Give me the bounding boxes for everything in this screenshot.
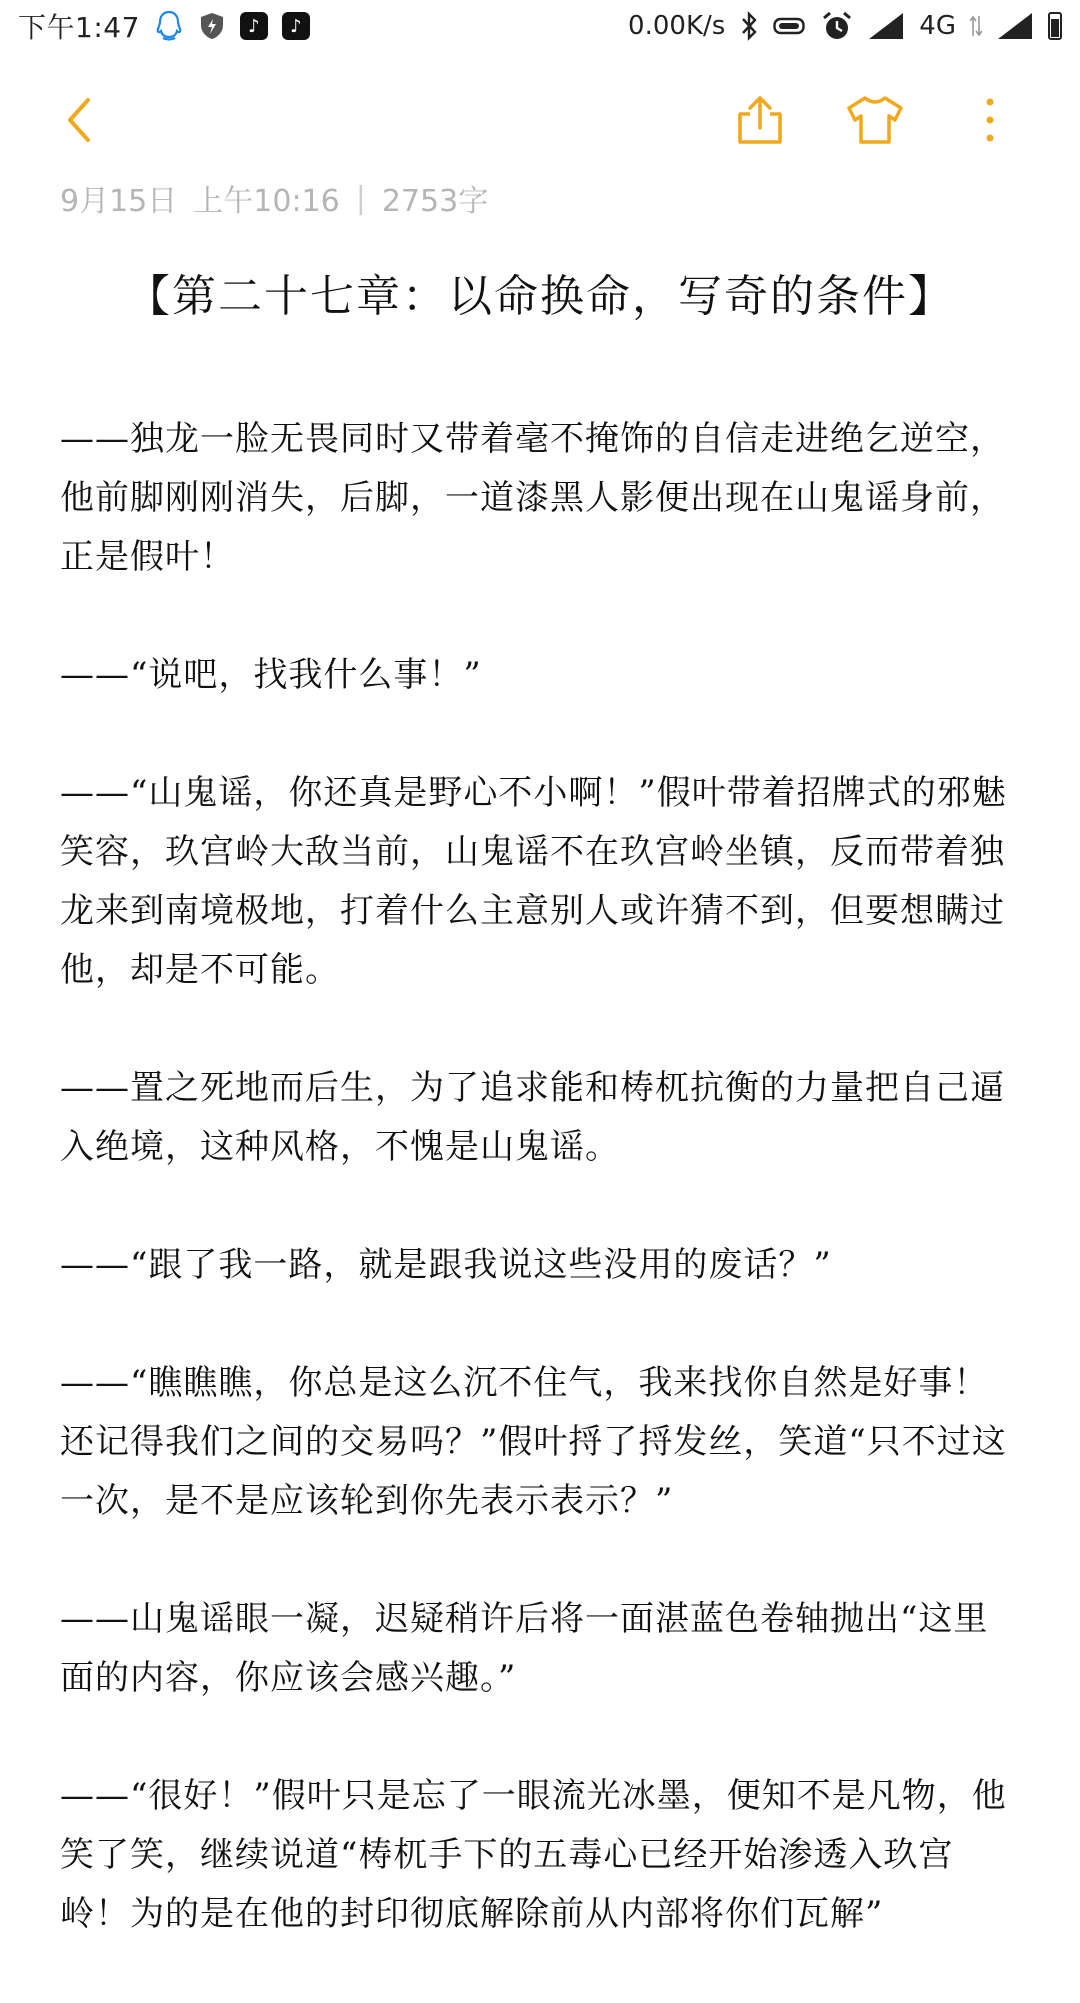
- alarm-icon: [821, 10, 853, 42]
- theme-button[interactable]: [835, 80, 915, 160]
- paragraph: ——“很好！”假叶只是忘了一眼流光冰墨，便知不是凡物，他笑了笑，继续说道“梼杌手下的五毒心已经开始渗透入玖宫岭！为的是在他的封印彻底解除前从内部将你们瓦解”: [60, 1776, 1007, 1934]
- paragraph: ——置之死地而后生，为了追求能和梼杌抗衡的力量把自己逼入绝境，这种风格，不愧是山鬼谣。: [60, 1068, 1005, 1167]
- meta-separator: |: [355, 180, 366, 216]
- status-left: [18, 6, 310, 46]
- status-time: 下午1:47: [18, 11, 140, 44]
- shield-icon: [198, 11, 226, 41]
- status-right: [628, 10, 1062, 42]
- network-speed: 0.00K/s: [628, 11, 726, 41]
- chevron-left-icon: [60, 96, 100, 144]
- more-vertical-icon: [980, 96, 1000, 144]
- share-icon: [734, 94, 786, 146]
- qq-icon: [154, 10, 184, 42]
- paragraph: ——“山鬼谣，你还真是野心不小啊！”假叶带着招牌式的邪魅笑容，玖宫岭大敌当前，山鬼谣不在玖宫岭坐镇，反而带着独龙来到南境极地，打着什么主意别人或许猜不到，但要想瞒过他，却是不可能。: [60, 773, 1007, 990]
- bluetooth-icon: [739, 11, 759, 41]
- word-count: 2753字: [381, 184, 489, 219]
- paragraph: ——山鬼谣眼一凝，迟疑稍许后将一面湛蓝色卷轴抛出“这里面的内容，你应该会感兴趣。”: [60, 1599, 989, 1698]
- paragraph: ——“说吧，找我什么事！”: [60, 655, 482, 695]
- signal-icon: [867, 11, 905, 41]
- signal-icon: [996, 11, 1034, 41]
- tshirt-icon: [845, 94, 905, 146]
- back-button[interactable]: [40, 80, 120, 160]
- paragraph: ——“跟了我一路，就是跟我说这些没用的废话？”: [60, 1245, 832, 1285]
- status-bar: [0, 0, 1080, 52]
- note-meta: [60, 176, 488, 220]
- toolbar: [0, 80, 1080, 160]
- battery-icon: [1048, 12, 1062, 40]
- note-title[interactable]: 【第二十七章：以命换命，写奇的条件】: [126, 271, 954, 322]
- tiktok-icon: ♪: [240, 12, 268, 40]
- tiktok-icon: ♪: [282, 12, 310, 40]
- more-button[interactable]: [950, 80, 1030, 160]
- network-type: 4G: [919, 11, 956, 41]
- paragraph: ——独龙一脸无畏同时又带着毫不掩饰的自信走进绝乞逆空，他前脚刚刚消失，后脚，一道漆黑人影便出现在山鬼谣身前，正是假叶！: [60, 419, 1005, 577]
- note-body[interactable]: [60, 410, 1020, 2003]
- battery-saver-icon: [773, 16, 807, 36]
- data-arrows-icon: [970, 12, 982, 40]
- note-date: 9月15日: [60, 184, 178, 219]
- paragraph: ——“瞧瞧瞧，你总是这么沉不住气，我来找你自然是好事！还记得我们之间的交易吗？”假叶捋了捋发丝，笑道“只不过这一次，是不是应该轮到你先表示表示？”: [60, 1363, 1007, 1521]
- note-time: 上午10:16: [193, 184, 340, 219]
- share-button[interactable]: [720, 80, 800, 160]
